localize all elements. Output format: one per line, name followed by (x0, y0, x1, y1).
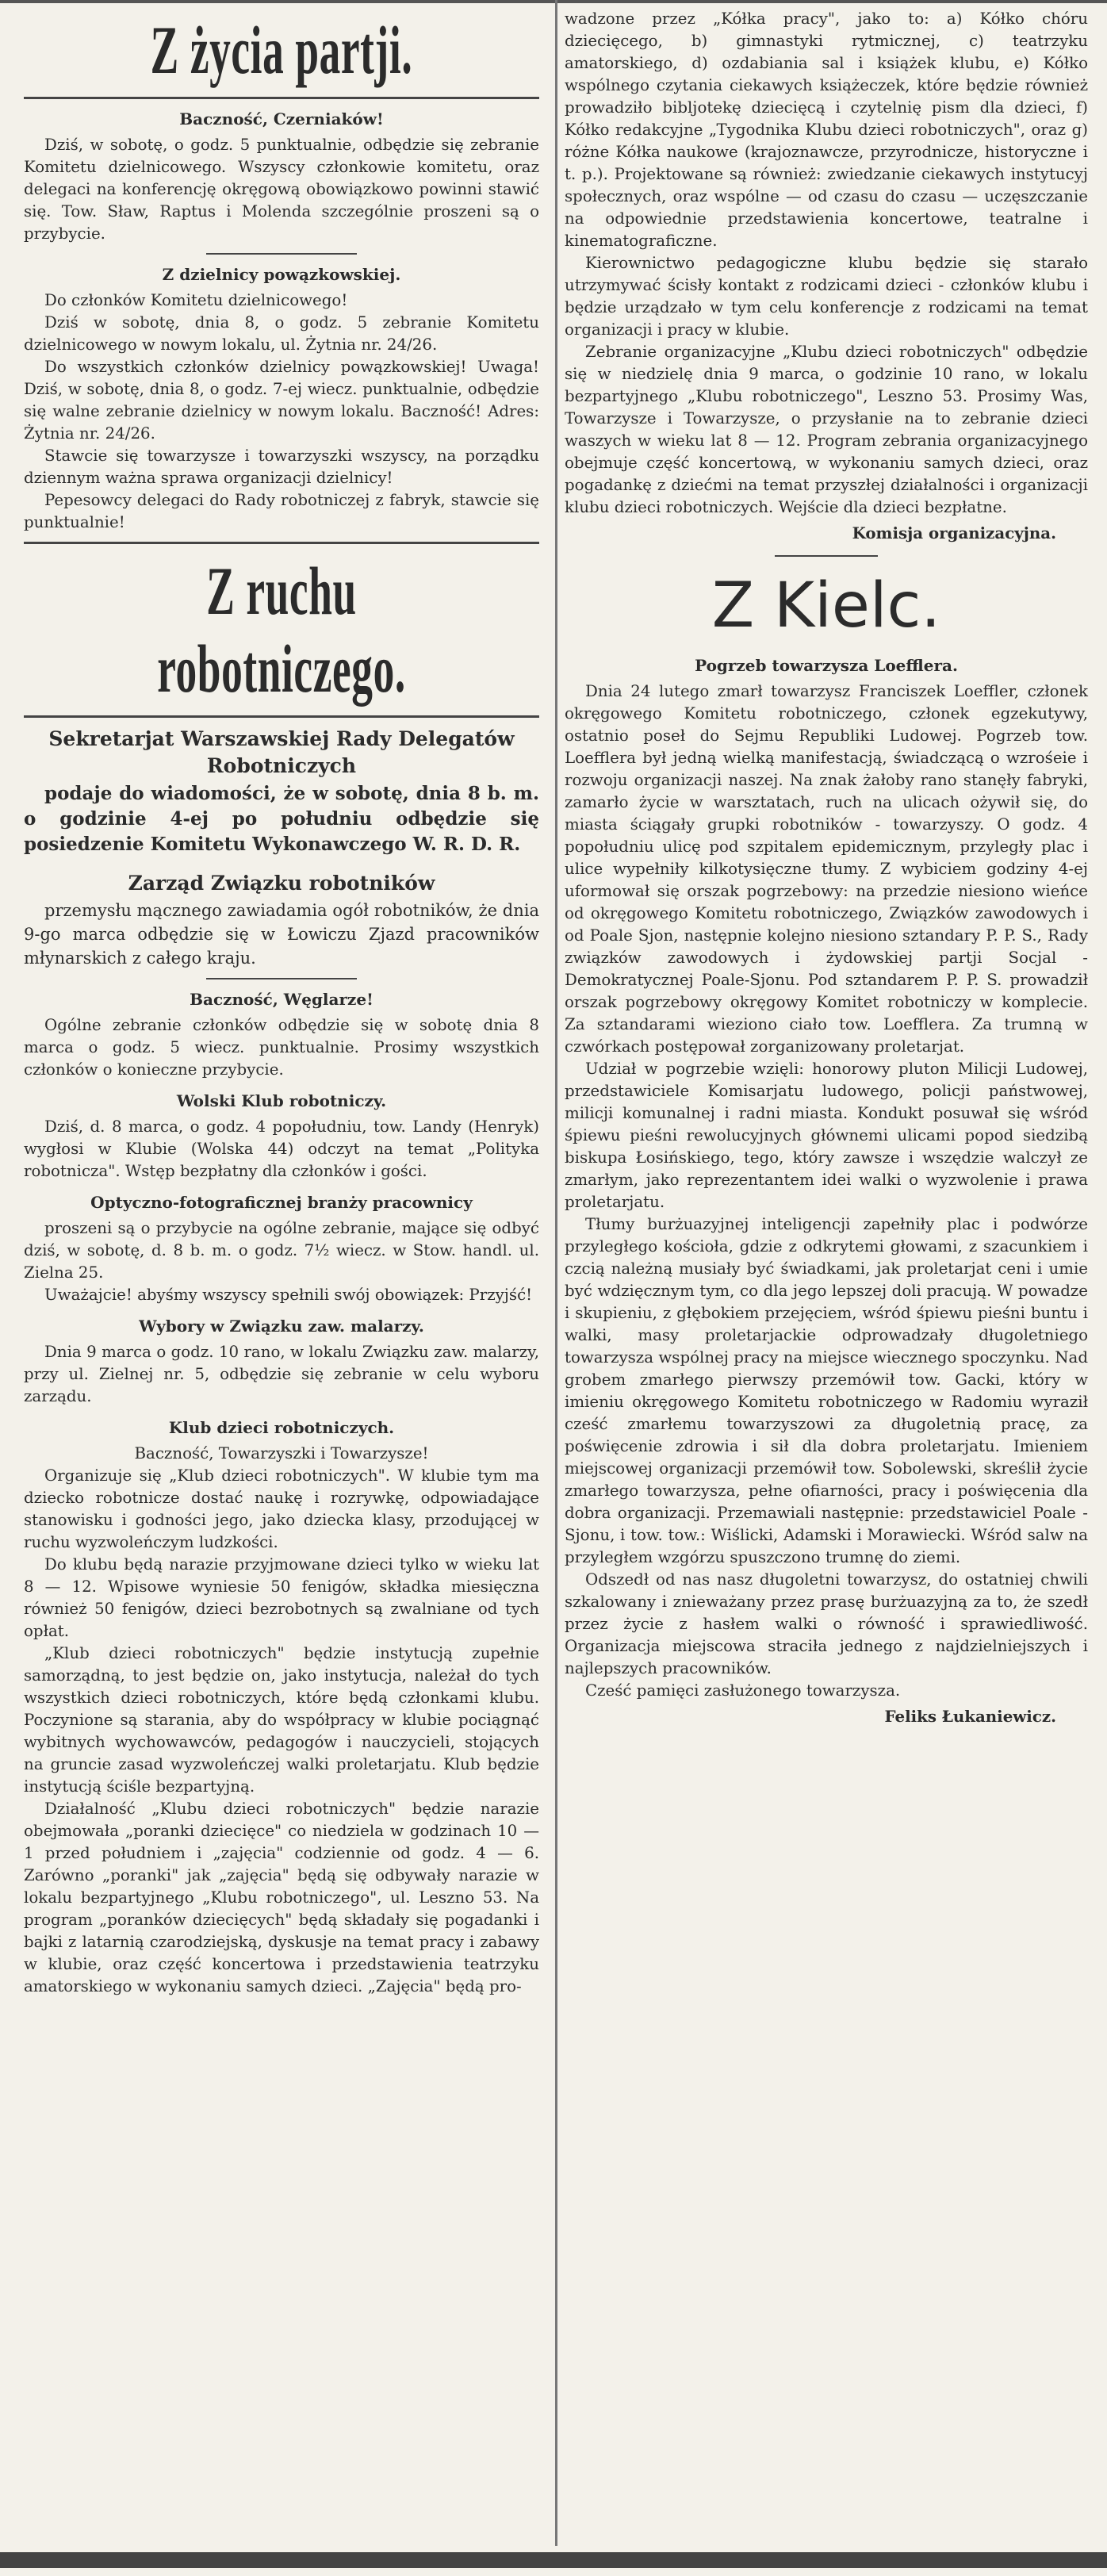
paragraph-club-continued-1: wadzone przez „Kółka pracy", jako to: a) Kółko chóru dziecięcego, b) gimnastyki rytmicznej, c) teatrzyku amatorskiego, d) ozdabiania sal i książek klubu, e) Kółko wspólnego czytania ciekawych książeczek, które będzie również prowadziło bibljotekę dziecięcą i czytelnię pism dla dzieci, f) Kółko redakcyjne „Tygodnika Klubu dzieci robotniczych", oraz g) różne Kółka naukowe (krajoznawcze, przyrodnicze, historyczne i t. p.). Projektowane są również: zwiedzanie ciekawych instytucyj społecznych, oraz wspólne — od czasu do czasu — uczęszczanie na odpowiednie przedstawienia koncertowe, teatralne i kinematograficzne. (565, 10, 1088, 250)
heading-union-board: Zarząd Związku robotników (128, 872, 435, 895)
paragraph-secretariat: podaje do wiadomości, że w sobotę, dnia 8 b. m. o godzinie 4-ej po południu odbędzie się posiedzenie Komitetu Wykonawczego W. R. D. R. (24, 783, 539, 855)
paragraph-children-club-1: Organizuje się „Klub dzieci robotniczych". W klubie tym ma dziecko robotnicze dostać naukę i rozrywkę, odpowiadające stanowisku i godności jego, jako dziecka klasy, przodującej w ruchu wyzwoleńczym ludzkości. (24, 1466, 539, 1551)
separator (206, 253, 357, 255)
section-title-kielce: Z Kielc. (711, 570, 941, 642)
paragraph-funeral-5: Cześć pamięci zasłużonego towarzysza. (585, 1681, 901, 1700)
heading-funeral: Pogrzeb towarzysza Loefflera. (695, 656, 958, 675)
paragraph-optics-workers-2: Uważajcie! abyśmy wszyscy spełnili swój obowiązek: Przyjść! (44, 1286, 533, 1304)
title-rule (24, 715, 539, 718)
paragraph-children-club-2: Do klubu będą narazie przyjmowane dzieci tylko w wieku lat 8 — 12. Wpisowe wyniesie 50 fenigów, składka miesięczna również 50 fenigów, dzieci bezrobotnych są zwalniane od tych opłat. (24, 1555, 539, 1640)
paragraph-powazki-5: Pepesowcy delegaci do Rady robotniczej z fabryk, stawcie się punktualnie! (24, 491, 539, 531)
paragraph-children-club-3: „Klub dzieci robotniczych" będzie instytucją zupełnie samorządną, to jest będzie on, jako instytucja, należał do tych wszystkich dzieci robotniczych, które będą członkami klubu. Poczynione są starania, aby do współpracy w klubie pociągnąć wybitnych wychowawców, pedagogów i nauczycieli, stojących na gruncie zasad wyzwoleńczej walki proletarjatu. Klub będzie instytucją ściśle bezpartyjną. (24, 1644, 539, 1796)
paragraph-funeral-3: Tłumy burżuazyjnej inteligencji zapełniły plac i podwórze przyległego kościoła, gdzie z odkrytemi głowami, z szacunkiem i czcią należną musiały być świadkami, jak proletarjat ceni i umie być wdzięcznym tym, co dla jego lepszej doli pracują. W powadze i skupieniu, z głębokiem przejęciem, wśród śpiewu pieśni buntu i walki, masy proletarjackie odprowadzały długoletniego towarzysza wspólnej pracy na miejsce wiecznego spoczynku. Nad grobem zmarłego pierwszy przemówił tow. Gacki, który w imieniu okręgowego Komitetu robotniczego w Radomiu wyraził cześć zmarłemu towarzyszowi za długoletnią pracę, za poświęcenie zdrowia i sił dla dobra proletarjatu. Imieniem miejscowej organizacji przemówił tow. Sobolewski, skreślił życie zmarłego towarzysza, pełne ofiarności, pracy i poświęcenia dla dobra organizacji. Przemawiali następnie: przedstawiciel Poale - Sjonu, i tow. tow.: Wiślicki, Adamski i Morawiecki. Wśród salw na przyległem wzgórzu spuszczono trumnę do ziemi. (565, 1215, 1088, 1566)
paragraph-funeral-2: Udział w pogrzebie wzięli: honorowy pluton Milicji Ludowej, przedstawiciele Komisarjatu ludowego, policji państwowej, milicji komunalnej i radni miasta. Kondukt posuwał się wśród śpiewu pieśni rewolucyjnych głównemi ulicami popod siedzibą biskupa Łosińskiego, tego, który zawsze i wszędzie walczył ze zmarłym, jako reprezentantem idei walki o wyzwolenie i prawa proletarjatu. (565, 1060, 1088, 1211)
paragraph-powazki-3: Do wszystkich członków dzielnicy powązkowskiej! Uwaga! Dziś, w sobotę, dnia 8, o godz. 7-ej wiecz. punktualnie, odbędzie się walne zebranie dzielnicy w nowym lokalu. Baczność! Adres: Żytnia nr. 24/26. (24, 358, 539, 443)
heading-coal-workers: Baczność, Węglarze! (190, 990, 373, 1009)
paragraph-club-continued-3: Zebranie organizacyjne „Klubu dzieci robotniczych" odbędzie się w niedzielę dnia 9 marca, o godzinie 10 rano, w lokalu bezpartyjnego „Klubu robotniczego", Leszno 53. Prosimy Was, Towarzysze i Towarzysze, o przysłanie na to zebranie dzieci waszych w wieku lat 8 — 12. Program zebrania organizacyjnego obejmuje część koncertową, w wykonaniu samych dzieci, oraz pogadankę z dziećmi na temat przyszłej działalności i organizacji klubu dzieci robotniczych. Wejście dla dzieci bezpłatne. (565, 343, 1088, 516)
right-column (565, 8, 1088, 1727)
paragraph-coal-workers: Ogólne zebranie członków odbędzie się w sobotę dnia 8 marca o godz. 5 wiecz. punktualnie. Prosimy wszystkich członków o konieczne przybycie. (24, 1016, 539, 1079)
paragraph-painters-election: Dnia 9 marca o godz. 10 rano, w lokalu Związku zaw. malarzy, przy ul. Zielnej nr. 5, odbędzie się zebranie w celu wyboru zarządu. (24, 1343, 539, 1405)
column-divider (555, 0, 557, 2546)
paragraph-children-club-4: Działalność „Klubu dzieci robotniczych" będzie narazie obejmowała „poranki dziecięce" co niedziela w godzinach 10 — 1 przed południem i „zajęcia" codziennie od godz. 4 — 6. Zarówno „poranki" jak „zajęcia" będą się odbywały narazie w lokalu bezpartyjnego „Klubu robotniczego", ul. Leszno 53. Na program „poranków dziecięcych" będą składały się pogadanki i bajki z latarnią czarodziejską, dyskusje na temat pracy i zabawy w klubie, oraz część koncertowa i przedstawienia teatrzyku amatorskiego w wykonaniu samych dzieci. „Zajęcia" będą pro- (24, 1800, 539, 1995)
paragraph-powazki-2: Dziś w sobotę, dnia 8, o godz. 5 zebranie Komitetu dzielnicowego w nowym lokalu, ul. Żytnia nr. 24/26. (24, 313, 539, 354)
title-rule (24, 97, 539, 99)
paragraph-union-board: przemysłu mącznego zawiadamia ogół robotników, że dnia 9-go marca odbędzie się w Łowiczu Zjazd pracowników młynarskich z całego kraju. (24, 901, 539, 968)
section-title-party-life: Z życia partji. (150, 12, 413, 88)
paragraph-funeral-4: Odszedł od nas nasz długoletni towarzysz, do ostatniej chwili szkalowany i znieważany przez prasę burżuazyjną za to, że szedł przez życie z hasłem walki o równość i sprawiedliwość. Organizacja miejscowa straciła jednego z najdzielniejszych i najlepszych pracowników. (565, 1570, 1088, 1677)
signature-author: Feliks Łukaniewicz. (884, 1707, 1056, 1726)
heading-children-club: Klub dzieci robotniczych. (168, 1418, 395, 1437)
heading-painters-election: Wybory w Związku zaw. malarzy. (139, 1317, 424, 1336)
heading-optics-workers: Optyczno-fotograficznej branży pracownicy (90, 1193, 473, 1212)
paragraph-czerniakow: Dziś, w sobotę, o godz. 5 punktualnie, odbędzie się zebranie Komitetu dzielnicowego. Wszyscy członkowie komitetu, oraz delegaci na konferencję okręgową obowiązkowo powinni stawić się. Tow. Sław, Raptus i Molenda szczególnie proszeni są o przybycie. (24, 136, 539, 243)
section-rule (24, 542, 539, 544)
separator (206, 978, 357, 979)
signature-committee: Komisja organizacyjna. (852, 523, 1056, 542)
left-column (24, 8, 539, 1998)
heading-czerniakow: Baczność, Czerniaków! (179, 109, 384, 128)
paragraph-funeral-1: Dnia 24 lutego zmarł towarzysz Franciszek Loeffler, członek okręgowego Komitetu robotniczego, członek egzekutywy, ostatnio poseł do Sejmu Republiki Ludowej. Pogrzeb tow. Loefflera był jedną wielką manifestacją, świadczącą o wzrośeie i rozwoju organizacji naszej. Na znak żałoby rano stanęły fabryki, zamarło życie w warsztatach, ruch na ulicach ożywił się, do miasta ściągały grupki robotników - towarzyszy. O godz. 4 popołudniu ulicę pod szpitalem epidemicznym, przyległy plac i ulice wypełniły kilkotysięczne tłumy. Z wybiciem godziny 4-ej uformował się orszak pogrzebowy: na przedzie niesiono wieńce od okręgowego Komitetu robotniczego, Związków zawodowych i od Poale Sjon, następnie kolejno niesiono sztandary P. P. S., Rady związków zawodowych i żydowskiej partji Socjal - Demokratycznej Poale-Sjonu. Pod sztandarem P. P. S. prowadził orszak pogrzebowy okręgowy Komitet robotniczy w komplecie. Za sztandarami wieziono ciało tow. Loefflera. Za trumną w czwórkach postępował zorganizowany proletarjat. (565, 682, 1088, 1056)
separator (775, 555, 878, 557)
paragraph-powazki-1: Do członków Komitetu dzielnicowego! (44, 291, 348, 309)
top-rule (0, 0, 1107, 3)
paragraph-optics-workers: proszeni są o przybycie na ogólne zebranie, mające się odbyć dziś, w sobotę, d. 8 b. m. o godz. 7½ wiecz. w Stow. handl. ul. Zielna 25. (24, 1219, 539, 1282)
subheading-children-club: Baczność, Towarzyszki i Towarzysze! (134, 1444, 429, 1462)
paragraph-powazki-4: Stawcie się towarzysze i towarzyszki wszyscy, na porządku dziennym ważna sprawa organizacji dzielnicy! (24, 447, 539, 487)
heading-secretariat: Sekretarjat Warszawskiej Rady Delegatów Robotniczych (48, 727, 515, 777)
section-title-workers-movement: Z ruchu robotniczego. (157, 553, 406, 707)
paragraph-wola-club: Dziś, d. 8 marca, o godz. 4 popołudniu, tow. Landy (Henryk) wygłosi w Klubie (Wolska 44) odczyt na temat „Polityka robotnicza". Wstęp bezpłatny dla członków i gości. (24, 1117, 539, 1180)
heading-wola-club: Wolski Klub robotniczy. (176, 1091, 387, 1110)
heading-powazki: Z dzielnicy powązkowskiej. (162, 265, 401, 284)
paragraph-club-continued-2: Kierownictwo pedagogiczne klubu będzie się starało utrzymywać ścisły kontakt z rodzicami dzieci - członków klubu i będzie urządzało w tym celu konferencje z rodzicami na temat organizacji i pracy w klubie. (565, 254, 1088, 339)
bottom-rule (0, 2552, 1107, 2568)
